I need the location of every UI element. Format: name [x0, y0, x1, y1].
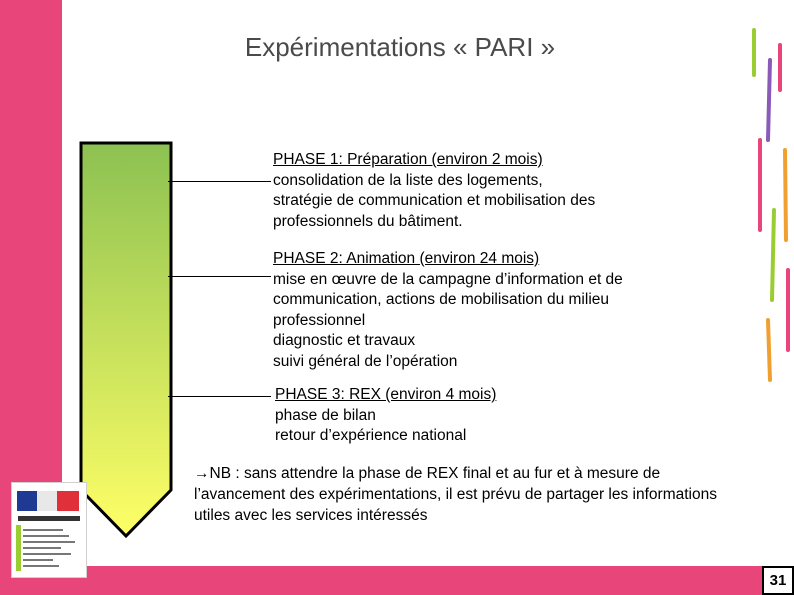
phase-2-line: professionnel: [273, 311, 366, 329]
arrow-right-icon: →: [194, 465, 210, 482]
phase-2-line: diagnostic et travaux: [273, 332, 416, 349]
page-number: 31: [762, 566, 794, 595]
decorative-lines: [740, 20, 794, 390]
timeline-arrow: [78, 140, 174, 540]
phase-1-connector: [168, 181, 271, 182]
phase-1-line: stratégie de communication et mobilisation des: [273, 192, 596, 209]
phase-3-heading: PHASE 3: REX (environ 4 mois): [275, 386, 497, 403]
phase-2-line: suivi général de l’opération: [273, 352, 458, 370]
phase-2-connector: [168, 276, 271, 277]
ministry-logo: [11, 482, 87, 578]
slide-title: Expérimentations « PARI »: [244, 32, 556, 62]
phase-1: [273, 150, 595, 232]
phase-2-line: communication, actions de mobilisation du milieu: [273, 291, 609, 308]
nb-text: NB : sans attendre la phase de REX final et au fur et à mesure de l’avancement des expérimentations, il est prévu de partager les informations utiles avec les services intéressés: [194, 465, 717, 524]
nb-note: [194, 463, 754, 526]
phase-2-heading: PHASE 2: Animation (environ 24 mois): [273, 250, 540, 267]
phase-3: [275, 385, 496, 447]
phase-2-line: mise en œuvre de la campagne d’information et de: [273, 270, 623, 288]
phase-1-line: professionnels du bâtiment.: [273, 212, 463, 230]
bottom-decorative-band: [0, 566, 794, 595]
phase-3-connector: [168, 396, 271, 397]
phase-1-heading: PHASE 1: Préparation (environ 2 mois): [273, 151, 543, 168]
phase-3-line: phase de bilan: [275, 406, 376, 424]
phase-2: [273, 249, 623, 372]
phase-1-line: consolidation de la liste des logements,: [273, 171, 543, 189]
phase-3-line: retour d’expérience national: [275, 427, 467, 444]
